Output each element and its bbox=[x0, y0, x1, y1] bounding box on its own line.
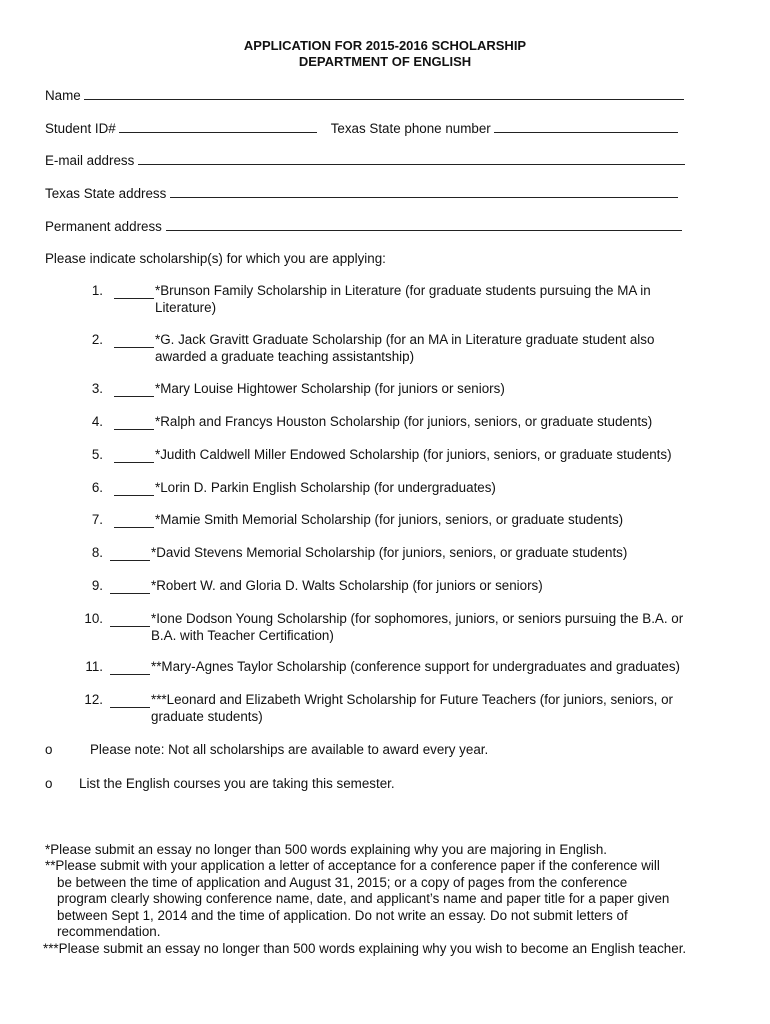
email-row bbox=[45, 152, 685, 168]
scholarship-text: *Judith Caldwell Miller Endowed Scholarship (for juniors, seniors, or graduate students) bbox=[155, 447, 672, 462]
scholarship-blank[interactable] bbox=[114, 515, 154, 528]
email-field[interactable] bbox=[138, 152, 685, 165]
footnote-double-asterisk-cont: be between the time of application and August 31, 2015; or a copy of pages from the conference bbox=[57, 875, 628, 890]
phone-field[interactable] bbox=[494, 120, 678, 133]
footnote-double-asterisk-cont: between Sept 1, 2014 and the time of application. Do not write an essay. Do not submit letters of bbox=[57, 908, 628, 923]
scholarship-blank[interactable] bbox=[110, 614, 150, 627]
name-field[interactable] bbox=[84, 87, 684, 100]
scholarship-blank[interactable] bbox=[110, 662, 150, 675]
bullet-marker: o bbox=[45, 776, 53, 791]
item-number: 7. bbox=[91, 512, 103, 527]
scholarship-text: *Robert W. and Gloria D. Walts Scholarship (for juniors or seniors) bbox=[151, 578, 543, 593]
item-number: 1. bbox=[91, 283, 103, 298]
scholarship-blank[interactable] bbox=[110, 548, 150, 561]
scholarship-blank[interactable] bbox=[110, 695, 150, 708]
availability-note: Please note: Not all scholarships are available to award every year. bbox=[90, 742, 489, 757]
name-label: Name bbox=[45, 88, 81, 103]
scholarship-text: ***Leonard and Elizabeth Wright Scholarship for Future Teachers (for juniors, seniors, or graduate students) bbox=[151, 692, 674, 724]
scholarship-text: *Ione Dodson Young Scholarship (for sophomores, juniors, or seniors pursuing the B.A. or B.A. with Teacher Certification) bbox=[151, 611, 684, 643]
item-number: 4. bbox=[91, 414, 103, 429]
footnote-single-asterisk: *Please submit an essay no longer than 500 words explaining why you are majoring in English. bbox=[45, 842, 607, 857]
ts-address-row bbox=[45, 185, 678, 201]
item-number: 5. bbox=[91, 447, 103, 462]
scholarship-blank[interactable] bbox=[114, 384, 154, 397]
email-label: E-mail address bbox=[45, 153, 135, 168]
scholarship-text: *Brunson Family Scholarship in Literature (for graduate students pursuing the MA in Literature) bbox=[155, 283, 651, 315]
scholarship-blank[interactable] bbox=[114, 450, 154, 463]
item-number: 8. bbox=[91, 545, 103, 560]
scholarship-intro: Please indicate scholarship(s) for which you are applying: bbox=[45, 251, 386, 266]
perm-address-field[interactable] bbox=[166, 218, 682, 231]
item-number: 6. bbox=[91, 480, 103, 495]
scholarship-text: *G. Jack Gravitt Graduate Scholarship (for an MA in Literature graduate student also awarded a graduate teaching assistantship) bbox=[155, 332, 655, 364]
scholarship-text: *Ralph and Francys Houston Scholarship (for juniors, seniors, or graduate students) bbox=[155, 414, 653, 429]
scholarship-text: *Mamie Smith Memorial Scholarship (for juniors, seniors, or graduate students) bbox=[155, 512, 624, 527]
perm-address-row bbox=[45, 218, 682, 234]
scholarship-blank[interactable] bbox=[114, 483, 154, 496]
scholarship-blank[interactable] bbox=[110, 581, 150, 594]
department-title: DEPARTMENT OF ENGLISH bbox=[298, 54, 472, 69]
footnote-double-asterisk-cont: recommendation. bbox=[57, 924, 161, 939]
student-id-label: Student ID# bbox=[45, 121, 116, 136]
scholarship-blank[interactable] bbox=[114, 417, 154, 430]
footnote-triple-asterisk: ***Please submit an essay no longer than 500 words explaining why you wish to become an English teacher. bbox=[43, 941, 687, 956]
item-number: 9. bbox=[91, 578, 103, 593]
scholarship-text: *David Stevens Memorial Scholarship (for juniors, seniors, or graduate students) bbox=[151, 545, 628, 560]
footnote-double-asterisk: **Please submit with your application a letter of acceptance for a conference paper if the conference will bbox=[45, 858, 660, 873]
ts-address-label: Texas State address bbox=[45, 186, 167, 201]
item-number: 2. bbox=[91, 332, 103, 347]
item-number: 12. bbox=[84, 692, 103, 707]
scholarship-text: **Mary-Agnes Taylor Scholarship (conference support for undergraduates and graduates) bbox=[151, 659, 680, 674]
name-row bbox=[45, 87, 684, 103]
ts-address-field[interactable] bbox=[170, 185, 678, 198]
student-id-row bbox=[45, 120, 678, 136]
scholarship-blank[interactable] bbox=[114, 286, 154, 299]
page-title: APPLICATION FOR 2015-2016 SCHOLARSHIP bbox=[243, 38, 527, 53]
footnote-double-asterisk-cont: program clearly showing conference name, date, and applicant’s name and paper title for a paper given bbox=[57, 891, 670, 906]
student-id-field[interactable] bbox=[119, 120, 317, 133]
scholarship-blank[interactable] bbox=[114, 335, 154, 348]
bullet-marker: o bbox=[45, 742, 53, 757]
scholarship-text: *Lorin D. Parkin English Scholarship (for undergraduates) bbox=[155, 480, 496, 495]
scholarship-text: *Mary Louise Hightower Scholarship (for juniors or seniors) bbox=[155, 381, 505, 396]
item-number: 11. bbox=[85, 659, 103, 674]
courses-prompt: List the English courses you are taking this semester. bbox=[79, 776, 395, 791]
item-number: 10. bbox=[84, 611, 103, 626]
perm-address-label: Permanent address bbox=[45, 219, 162, 234]
phone-label: Texas State phone number bbox=[330, 121, 491, 136]
item-number: 3. bbox=[91, 381, 103, 396]
